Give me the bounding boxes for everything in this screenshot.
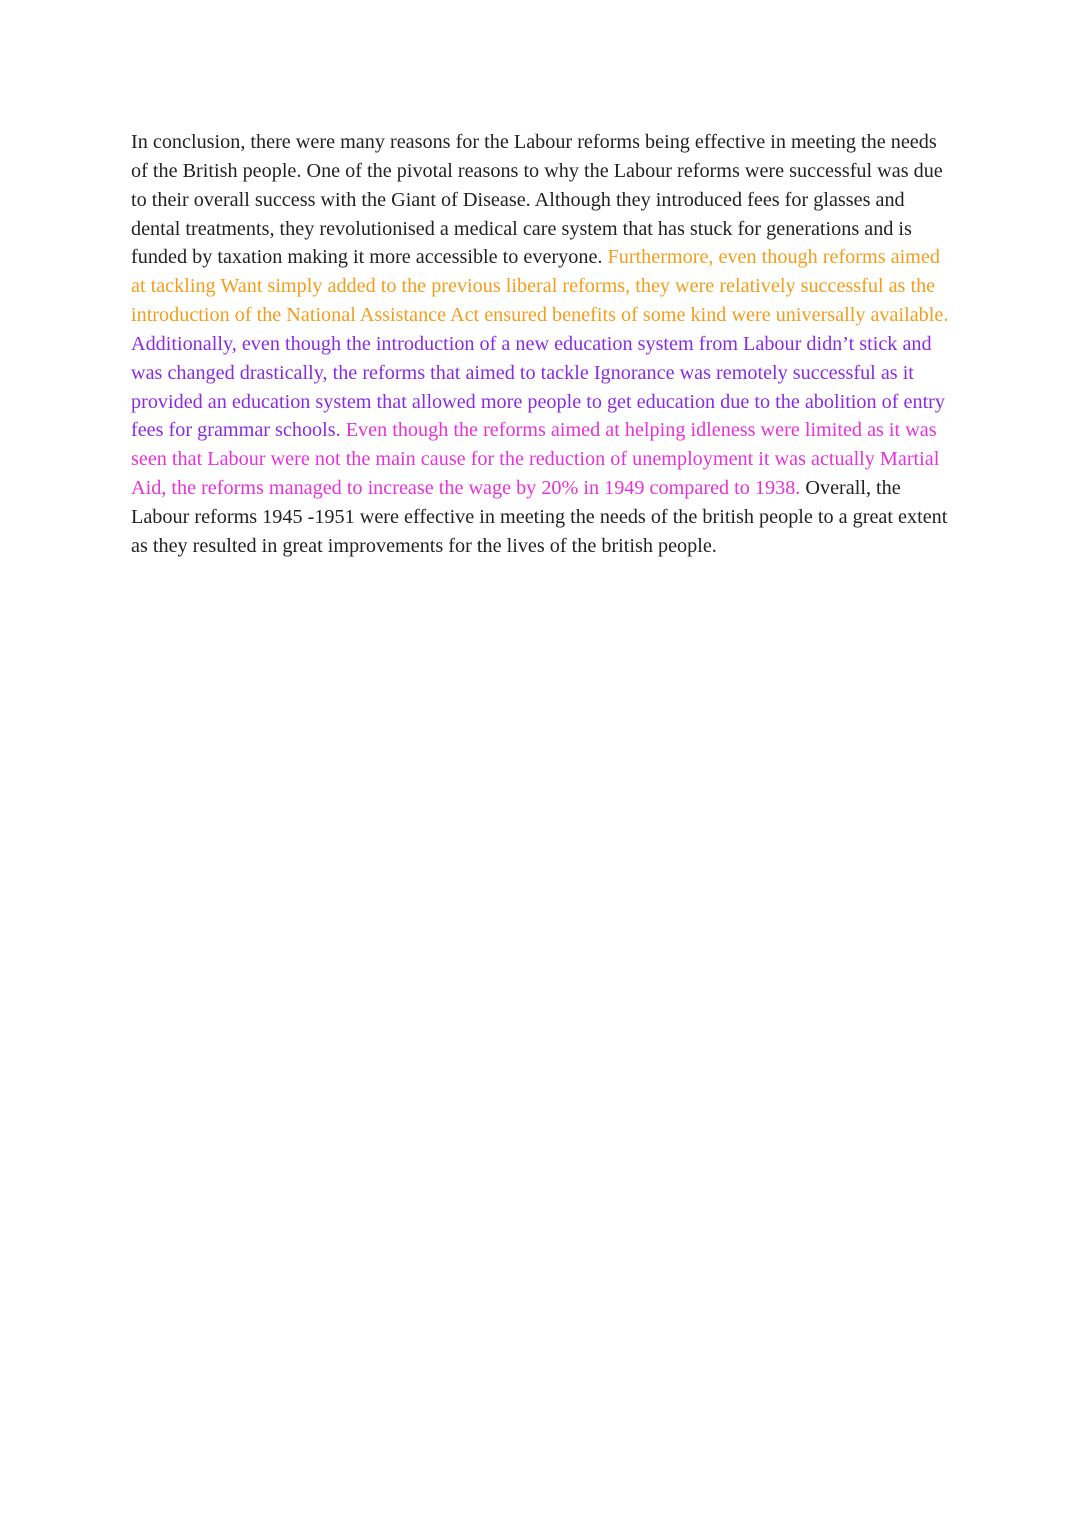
idleness-text: Even though the reforms aimed at helping idleness were limited as it was seen that Labour were not the main cause for the reduction of unemployment it was actually Martial Aid, the reforms managed to increase the wage by 20% in 1949 compared to 1938. — [131, 419, 940, 500]
intro-disease-text: In conclusion, there were many reasons for the Labour reforms being effective in meeting the needs of the British people. One of the pivotal reasons to why the Labour reforms were successful was due to their overall success with the Giant of Disease. Although they introduced fees for glasses and dental treatments, they revolutionised a medical care system that has stuck for generations and is funded by taxation making it more accessible to everyone. — [131, 131, 943, 269]
ignorance-text: Additionally, even though the introduction of a new education system from Labour didn’t stick and was changed drastically, the reforms that aimed to tackle Ignorance was remotely successful as it provided an education system that allowed more people to get education due to the abolition of entry fees for grammar schools. — [131, 332, 945, 442]
want-text: Furthermore, even though reforms aimed at tackling Want simply added to the previous liberal reforms, they were relatively successful as the introduction of the National Assistance Act ensured benefits of some kind were universally available. — [131, 246, 949, 327]
overall-text: Overall, the Labour reforms 1945 -1951 were effective in meeting the needs of the british people to a great extent as they resulted in great improvements for the lives of the british people. — [131, 477, 948, 557]
conclusion-paragraph — [131, 128, 953, 561]
